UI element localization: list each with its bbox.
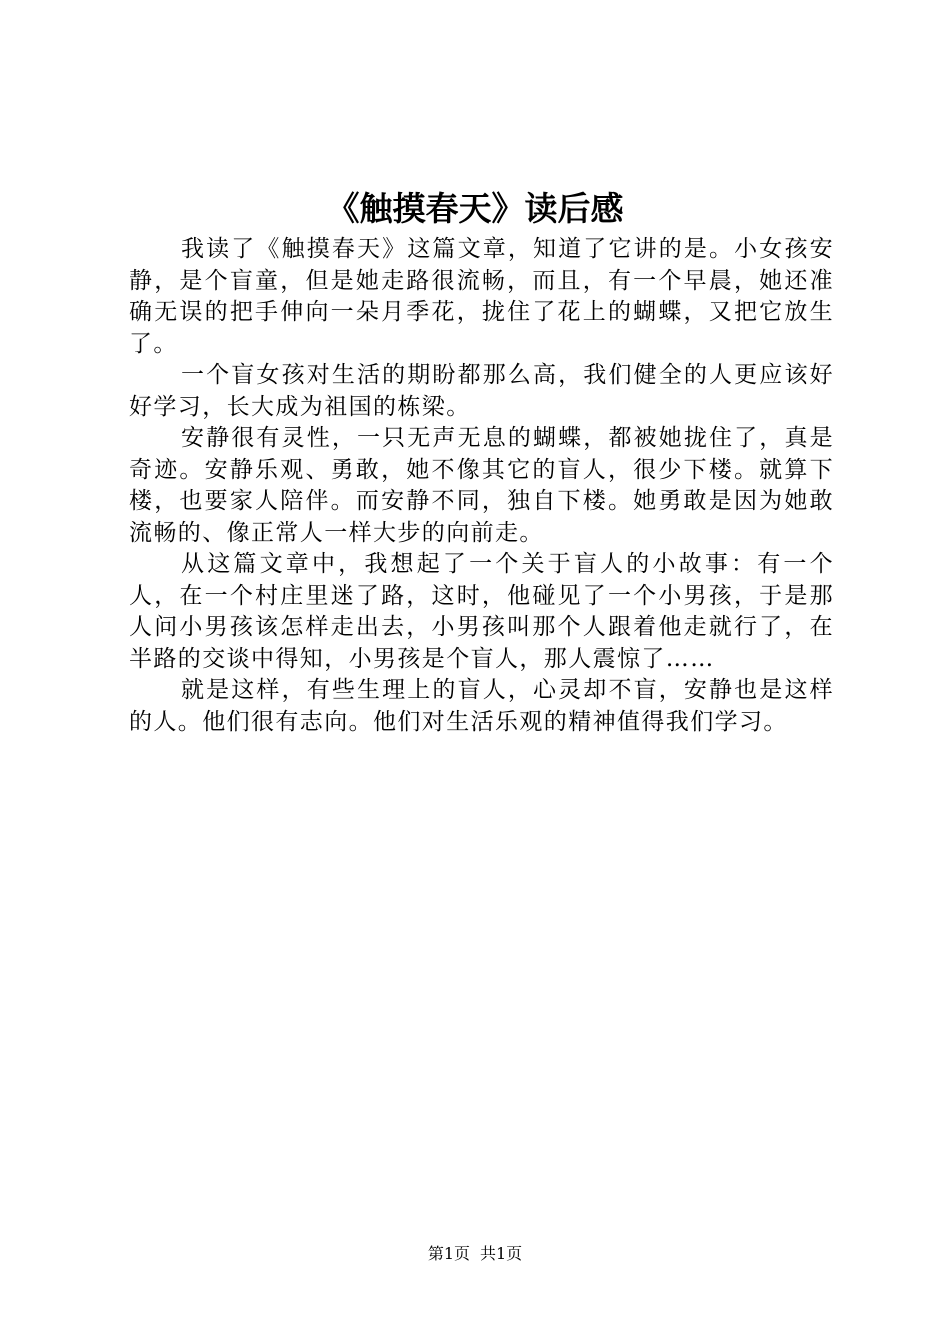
paragraph: 从这篇文章中，我想起了一个关于盲人的小故事：有一个人，在一个村庄里迷了路，这时，他碰见了一个小男孩，于是那人问小男孩该怎样走出去，小男孩叫那个人跟着他走就行了，在半路的交谈中得知，小男孩是个盲人，那人震惊了…… (129, 551, 834, 672)
document-title: 《触摸春天》读后感 (326, 189, 624, 228)
page-total: 共1页 (480, 1244, 523, 1263)
paragraph: 就是这样，有些生理上的盲人，心灵却不盲，安静也是这样的人。他们很有志向。他们对生活乐观的精神值得我们学习。 (129, 677, 834, 735)
page-footer (0, 1242, 950, 1266)
page-number: 第1页 (427, 1244, 470, 1263)
paragraph: 一个盲女孩对生活的期盼都那么高，我们健全的人更应该好好学习，长大成为祖国的栋梁。 (129, 362, 834, 420)
document-body (129, 234, 834, 738)
paragraph: 我读了《触摸春天》这篇文章，知道了它讲的是。小女孩安静，是个盲童，但是她走路很流畅，而且，有一个早晨，她还准确无误的把手伸向一朵月季花，拢住了花上的蝴蝶，又把它放生了。 (129, 236, 834, 357)
paragraph: 安静很有灵性，一只无声无息的蝴蝶，都被她拢住了，真是奇迹。安静乐观、勇敢，她不像其它的盲人，很少下楼。就算下楼，也要家人陪伴。而安静不同，独自下楼。她勇敢是因为她敢流畅的、像正常人一样大步的向前走。 (129, 425, 834, 546)
